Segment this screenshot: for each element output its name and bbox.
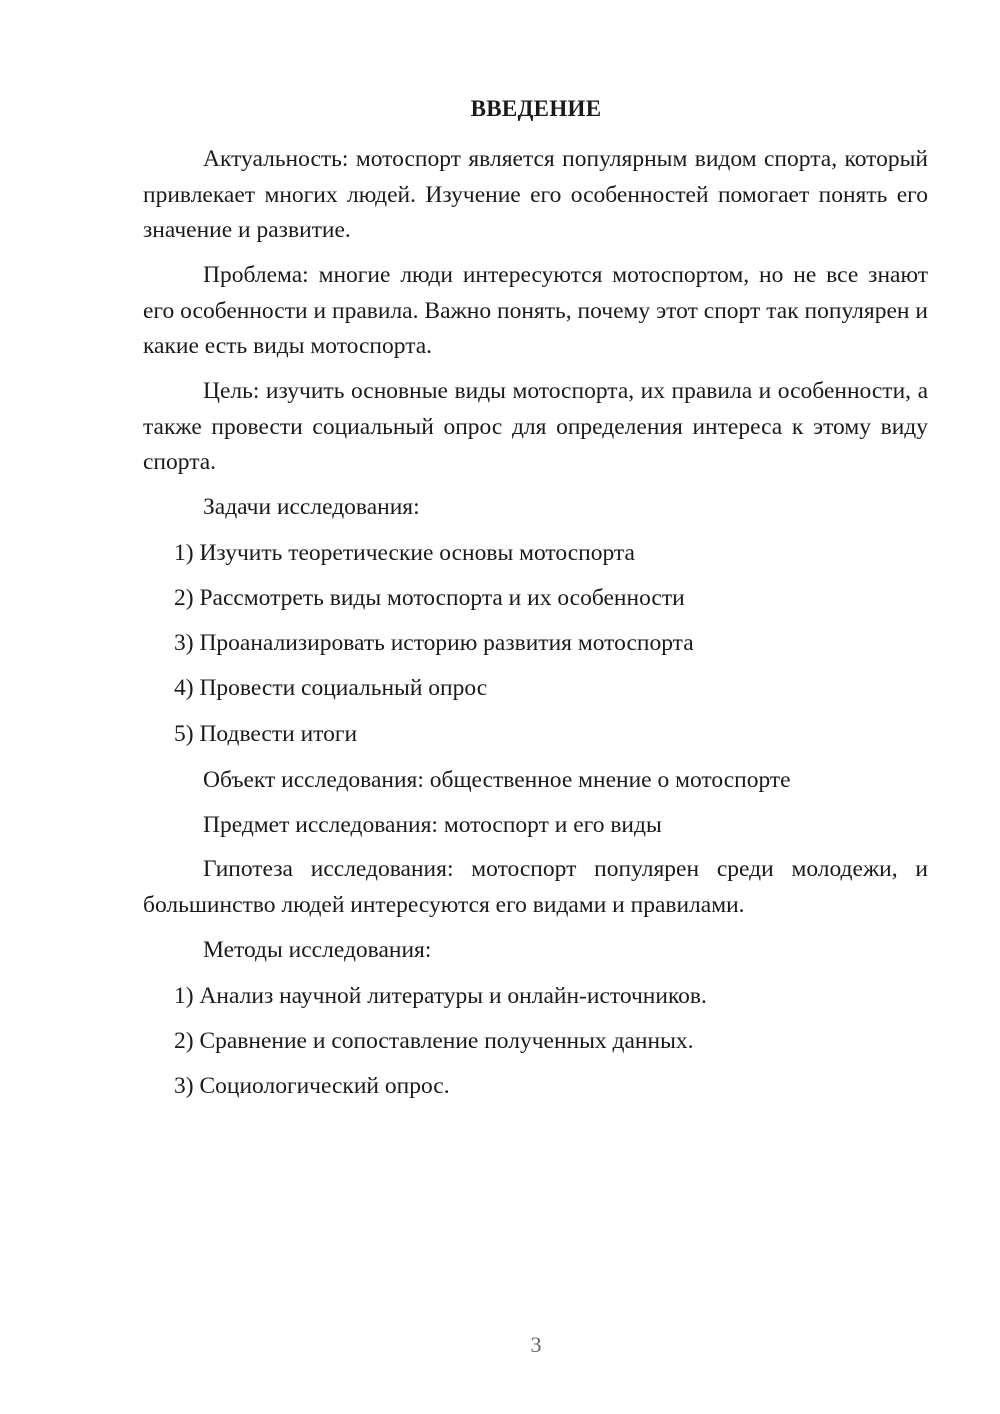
section-title: ВВЕДЕНИЕ	[470, 96, 602, 121]
hypothesis-paragraph: Гипотеза исследования: мотоспорт популярен среди молодежи, и большинство людей интересуются его видами и правилами.	[143, 856, 928, 918]
relevance-paragraph: Актуальность: мотоспорт является популярным видом спорта, который привлекает многих людей. Изучение его особенностей помогает понять его значение и развитие.	[143, 146, 928, 243]
method-item: 1) Анализ научной литературы и онлайн-источников.	[174, 983, 707, 1009]
task-item: 1) Изучить теоретические основы мотоспорта	[174, 540, 635, 566]
research-subject: Предмет исследования: мотоспорт и его виды	[203, 812, 662, 838]
problem-paragraph: Проблема: многие люди интересуются мотоспортом, но не все знают его особенности и правила. Важно понять, почему этот спорт так популярен и какие есть виды мотоспорта.	[143, 262, 928, 359]
method-item: 2) Сравнение и сопоставление полученных данных.	[174, 1028, 694, 1054]
tasks-heading: Задачи исследования:	[203, 494, 420, 520]
task-item: 3) Проанализировать историю развития мотоспорта	[174, 630, 694, 656]
task-item: 2) Рассмотреть виды мотоспорта и их особенности	[174, 585, 685, 611]
research-object: Объект исследования: общественное мнение о мотоспорте	[203, 767, 791, 793]
methods-heading: Методы исследования:	[203, 937, 432, 963]
method-item: 3) Социологический опрос.	[174, 1073, 450, 1099]
task-item: 5) Подвести итоги	[174, 721, 358, 747]
goal-paragraph: Цель: изучить основные виды мотоспорта, их правила и особенности, а также провести социальный опрос для определения интереса к этому виду спорта.	[143, 378, 928, 475]
page-number: 3	[530, 1332, 542, 1357]
task-item: 4) Провести социальный опрос	[174, 675, 488, 701]
